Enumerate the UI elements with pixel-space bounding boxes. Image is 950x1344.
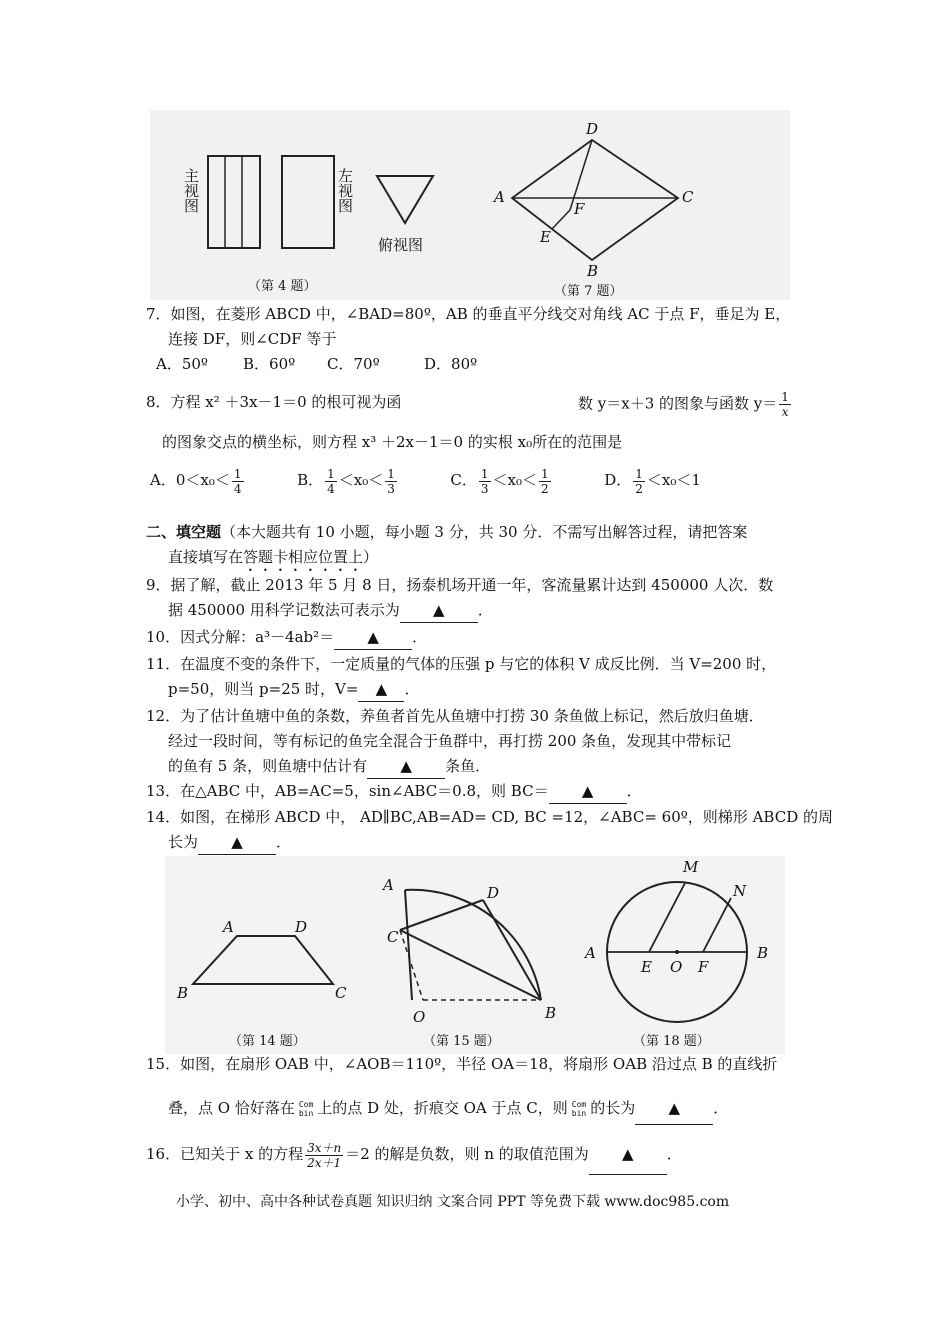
main-view-label: 主视图: [182, 168, 200, 213]
answer-blank-12[interactable]: ▲: [367, 754, 445, 779]
question-12-line-1: 12．为了估计鱼塘中鱼的条数，养鱼者首先从鱼塘中打捞 30 条鱼做上标记，然后放归鱼塘．: [146, 707, 764, 725]
fig18-point-a: A: [585, 944, 596, 962]
question-9-line-2: 据 450000 用科学记数法可表示为 ▲ ．: [168, 598, 493, 623]
question-12-line-2: 经过一段时间，等有标记的鱼完全混合于鱼群中，再打捞 200 条鱼，发现其中带标记: [168, 732, 732, 750]
answer-blank-9[interactable]: ▲: [400, 598, 478, 623]
answer-blank-13[interactable]: ▲: [549, 779, 627, 804]
question-14-line-2: 长为 ▲ ．: [168, 830, 291, 855]
question-7-option-c: C．70º: [327, 355, 380, 373]
question-7-option-b: B．60º: [243, 355, 296, 373]
fig14-point-a: A: [223, 918, 234, 936]
section-2-header: [146, 520, 747, 544]
fraction-3x-n-over-2x-1: $\frac{3x+n}{2x+1}$: [307, 1140, 342, 1170]
fig15-point-o: O: [413, 1008, 426, 1026]
fig18-point-e: E: [641, 958, 652, 976]
fig14-point-d: D: [295, 918, 308, 936]
figure-7-caption: （第 7 题）: [554, 284, 623, 299]
fig18-point-o: O: [670, 958, 683, 976]
answer-blank-15[interactable]: ▲: [635, 1092, 713, 1125]
question-15-line-2: 叠，点 O 恰好落在 Com bin 上的点 D 处，折痕交 OA 于点 C，则 Com bin 的长为 ▲ ．: [168, 1092, 728, 1124]
question-11-line-2: p=50，则当 p=25 时，V= ▲ ．: [168, 677, 419, 702]
option-c: C． $\frac{1}{3}$ ＜x₀＜ $\frac{1}{2}$: [450, 466, 549, 496]
question-11-line-1: 11．在温度不变的条件下，一定质量的气体的压强 p 与它的体积 V 成反比例．当 V=200 时，: [146, 655, 777, 673]
figure-18-caption: （第 18 题）: [633, 1034, 710, 1049]
question-7-option-d: D．80º: [424, 355, 478, 373]
fig15-point-a: A: [383, 876, 394, 894]
fig18-point-n: N: [733, 882, 747, 900]
question-8-line-1b: [578, 390, 793, 419]
point-e-label: E: [540, 228, 551, 246]
fig15-point-c: C: [387, 928, 399, 946]
figure-block-top: [150, 110, 790, 300]
figure-15-caption: （第 15 题）: [423, 1034, 500, 1049]
fig15-point-b: B: [545, 1004, 557, 1022]
point-b-label: B: [587, 262, 599, 280]
figures-14-15-18: [165, 856, 785, 1054]
question-8-line-2: 的图象交点的横坐标，则方程 x³ ＋2x－1＝0 的实根 x₀所在的范围是: [162, 433, 623, 451]
answer-blank-11[interactable]: ▲: [358, 677, 404, 702]
fig18-point-b: B: [757, 944, 769, 962]
question-8-options: [150, 462, 701, 498]
footer-text: 小学、初中、高中各种试卷真题 知识归纳 文案合同 PPT 等免费下载 www.doc985.com: [176, 1194, 730, 1210]
top-view-label: 俯视图: [378, 236, 424, 254]
question-14-line-1: 14．如图，在梯形 ABCD 中， AD∥BC,AB=AD= CD, BC =12，∠ABC= 60º，则梯形 ABCD 的周: [146, 808, 833, 826]
option-a: A．0＜x₀＜ $\frac{1}{4}$: [150, 466, 242, 496]
answer-blank-10[interactable]: ▲: [334, 625, 412, 650]
answer-blank-14[interactable]: ▲: [198, 830, 276, 855]
question-7-option-a: A．50º: [156, 355, 208, 373]
question-13: 13．在△ABC 中，AB=AC=5，sin∠ABC＝0.8，则 BC＝ ▲ ．: [146, 779, 642, 804]
section-2-title: 二、填空题: [146, 523, 222, 541]
point-a-label: A: [494, 188, 505, 206]
point-c-label: C: [682, 188, 694, 206]
option-d: D． $\frac{1}{2}$ ＜x₀＜1: [604, 466, 701, 496]
fig18-point-f: F: [698, 958, 709, 976]
fig18-point-m: M: [683, 858, 699, 876]
question-9-line-1: 9．据了解，截止 2013 年 5 月 8 日，扬泰机场开通一年，客流量累计达到 450000 人次．数: [146, 576, 774, 594]
figure-block-middle: [165, 856, 785, 1054]
point-f-label: F: [574, 200, 585, 218]
question-16: 16．已知关于 x 的方程 $\frac{3x+n}{2x+1}$ ＝2 的解是负数，则 n 的取值范围为 ▲ ．: [146, 1134, 682, 1174]
question-8-text: 数 y＝x＋3 的图象与函数 y＝: [578, 394, 778, 413]
section-2-description-2: 直接填写在答题卡相应位置上）: [168, 548, 379, 566]
fig14-point-c: C: [335, 984, 347, 1002]
arc-symbol-ab: Com bin: [298, 1100, 314, 1118]
fig15-point-d: D: [487, 884, 500, 902]
left-view-label: 左视图: [336, 168, 354, 213]
point-d-label: D: [586, 120, 599, 138]
figure-4-caption: （第 4 题）: [248, 279, 317, 294]
question-7-line-1: 7．如图，在菱形 ABCD 中，∠BAD=80º，AB 的垂直平分线交对角线 AC 于点 F，垂足为 E，: [146, 305, 791, 323]
fraction-1-over-x: $\frac{1}{x}$: [781, 390, 789, 419]
fig14-point-b: B: [177, 984, 189, 1002]
answer-blank-16[interactable]: ▲: [589, 1134, 667, 1175]
question-7-line-2: 连接 DF，则∠CDF 等于: [168, 330, 337, 348]
section-2-description: （本大题共有 10 小题，每小题 3 分，共 30 分．不需写出解答过程，请把答案: [221, 523, 748, 541]
figure-14-caption: （第 14 题）: [229, 1034, 306, 1049]
question-8-line-1a: 8．方程 x² ＋3x－1＝0 的根可视为函: [146, 393, 402, 411]
option-b: B． $\frac{1}{4}$ ＜x₀＜ $\frac{1}{3}$: [297, 466, 395, 496]
question-15-line-1: 15．如图，在扇形 OAB 中，∠AOB＝110º，半径 OA＝18，将扇形 OAB 沿过点 B 的直线折: [146, 1055, 778, 1073]
figure-4-and-7: [150, 110, 790, 300]
arc-symbol-bd: Com bin: [571, 1100, 587, 1118]
question-12-line-3: 的鱼有 5 条，则鱼塘中估计有 ▲ 条鱼．: [168, 754, 490, 779]
question-10: 10．因式分解：a³－4ab²＝ ▲ ．: [146, 625, 427, 650]
